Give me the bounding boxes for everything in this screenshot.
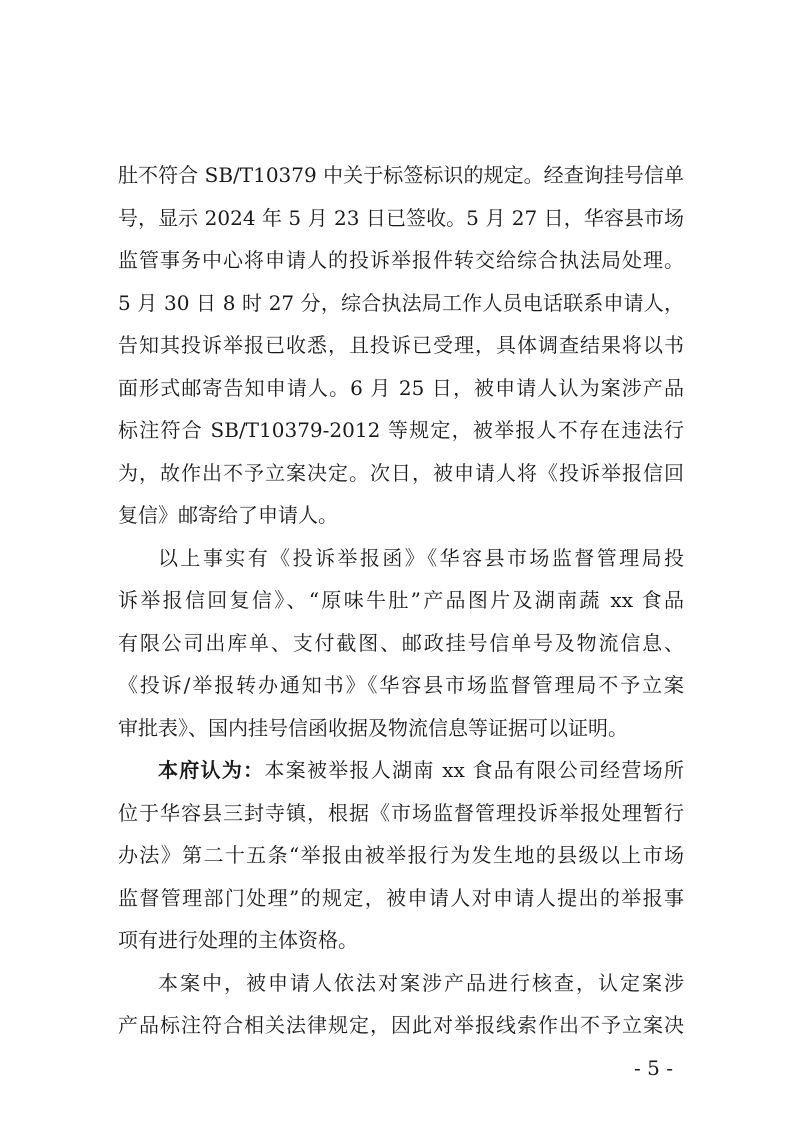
text-line: 复信》邮寄给了申请人。	[118, 503, 338, 527]
text-line: 为，故作出不予立案决定。次日，被申请人将《投诉举报信回	[118, 461, 684, 485]
text-line: 办法》第二十五条“举报由被举报行为发生地的县级以上市场	[118, 843, 684, 867]
text-line: 《投诉/举报转办通知书》《华容县市场监督管理局不予立案	[118, 673, 684, 697]
page-number: - 5 -	[634, 1056, 673, 1080]
text-line: 诉举报信回复信》、“原味牛肚”产品图片及湖南蔬 xx 食品	[118, 588, 684, 612]
text-line: 位于华容县三封寺镇，根据《市场监督管理投诉举报处理暂行	[118, 801, 684, 825]
text-line: 以上事实有《投诉举报函》《华容县市场监督管理局投	[158, 546, 684, 570]
text-line: 面形式邮寄告知申请人。6 月 25 日，被申请人认为案涉产品	[118, 376, 684, 400]
text-line: 肚不符合 SB/T10379 中关于标签标识的规定。经查询挂号信单	[118, 163, 684, 187]
opinion-text: 本案被举报人湖南 xx 食品有限公司经营场所	[264, 758, 684, 782]
text-line: 监管事务中心将申请人的投诉举报件转交给综合执法局处理。	[118, 248, 684, 272]
text-line: 审批表》、国内挂号信函收据及物流信息等证据可以证明。	[118, 716, 628, 740]
text-line: 产品标注符合相关法律规定，因此对举报线索作出不予立案决	[118, 1013, 684, 1037]
text-line: 5 月 30 日 8 时 27 分，综合执法局工作人员电话联系申请人，	[118, 291, 684, 315]
text-line-opinion	[158, 756, 684, 784]
text-line: 号，显示 2024 年 5 月 23 日已签收。5 月 27 日，华容县市场	[118, 206, 684, 230]
text-line: 标注符合 SB/T10379-2012 等规定，被举报人不存在违法行	[118, 418, 684, 442]
text-line: 有限公司出库单、支付截图、邮政挂号信单号及物流信息、	[118, 631, 684, 655]
opinion-lead: 本府认为：	[158, 758, 265, 782]
text-line: 本案中，被申请人依法对案涉产品进行核查，认定案涉	[158, 971, 684, 995]
text-line: 项有进行处理的主体资格。	[118, 928, 358, 952]
text-line: 告知其投诉举报已收悉，且投诉已受理，具体调查结果将以书	[118, 333, 684, 357]
text-line: 监督管理部门处理”的规定，被申请人对申请人提出的举报事	[118, 886, 684, 910]
